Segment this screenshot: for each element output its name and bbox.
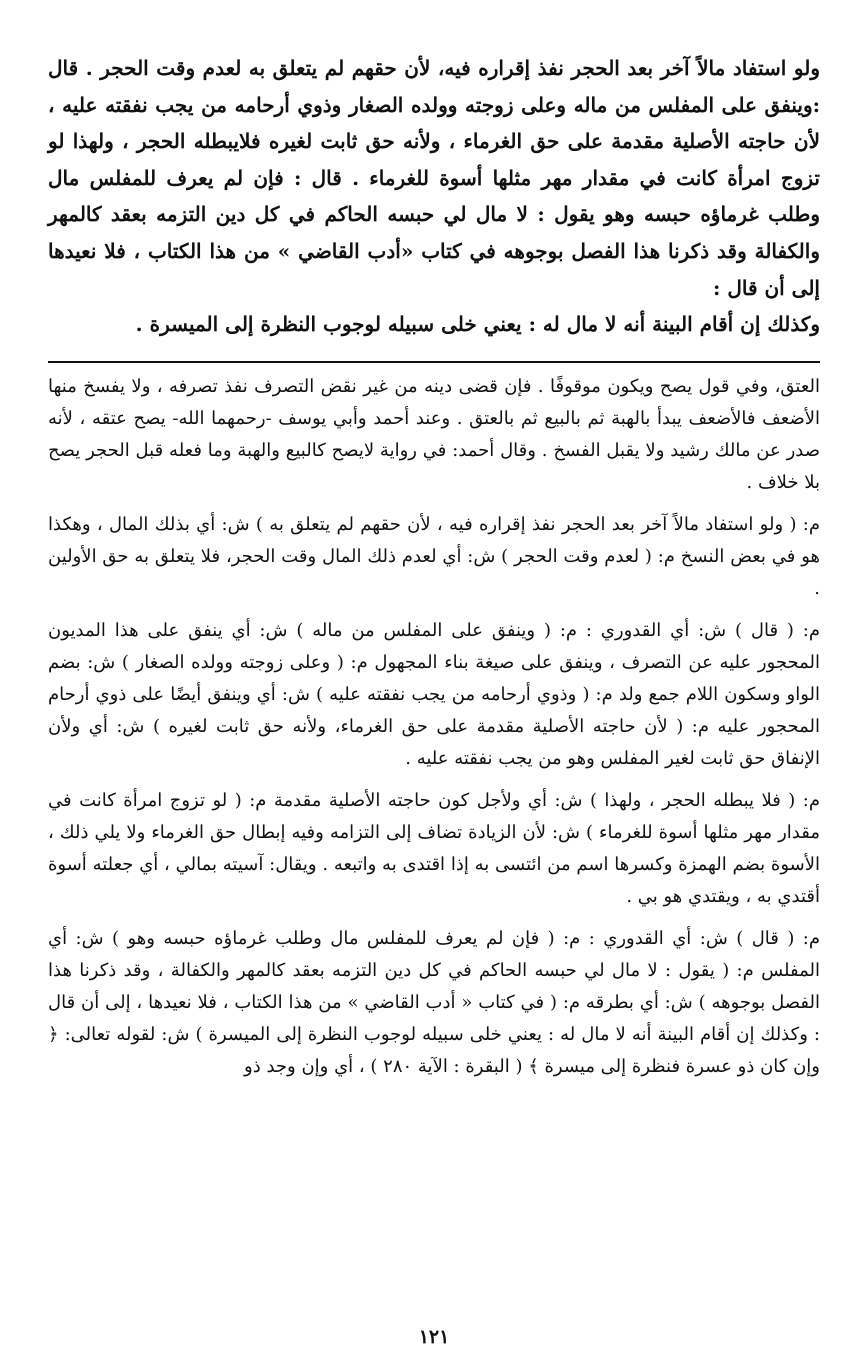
commentary-paragraph: م: ( قال ) ش: أي القدوري : م: ( فإن لم يعرف للمفلس مال وطلب غرماؤه حبسه وهو ) ش: أي المفلس م: ( يقول : لا مال لي حبسه الحاكم في كل دين التزمه بعقد كالمهر والكفالة ، وقد ذكرنا هذا الفصل بوجوهه ) ش: أي بطرقه م: ( في كتاب « أدب القاضي » من هذا الكتاب ، فلا نعيدها ، إلى أن قال : وكذلك إن أقام البينة أنه لا مال له : يعني خلى سبيله لوجوب النظرة إلى الميسرة ) ش: لقوله تعالى: ﴿ وإن كان ذو عسرة فنظرة إلى ميسرة ﴾ ( البقرة : الآية ٢٨٠ ) ، أي وإن وجد ذو (48, 927, 820, 1077)
commentary-paragraph: م: ( ولو استفاد مالاً آخر بعد الحجر نفذ إقراره فيه ، لأن حقهم لم يتعلق به ) ش: أي بذلك المال ، وهكذا هو في بعض النسخ م: ( لعدم وقت الحجر ) ش: أي لعدم ذلك المال وقت الحجر، فلا يتعلق به حق الأولين . (48, 513, 820, 599)
commentary-paragraph: م: ( فلا يبطله الحجر ، ولهذا ) ش: أي ولأجل كون حاجته الأصلية مقدمة م: ( لو تزوج امرأة كانت في مقدار مهر مثلها أسوة للغرماء ) ش: لأن الزيادة تضاف إلى التزامه وفيه إبطال حق الغرماء ولا يلي ذلك ، الأسوة بضم الهمزة وكسرها اسم من ائتسى به إذا اقتدى به واتبعه . ويقال: آسيته بمالي ، أي جعلته أسوة أقتدي به ، ويقتدي هو بي . (48, 789, 820, 907)
main-text (48, 50, 820, 343)
book-page (48, 50, 820, 1348)
commentary-paragraph: م: ( قال ) ش: أي القدوري : م: ( وينفق على المفلس من ماله ) ش: أي ينفق على هذا المديون المحجور عليه عن التصرف ، وينفق على صيغة بناء المجهول م: ( وعلى زوجته وولده الصغار ) ش: بضم الواو وسكون اللام جمع ولد م: ( وذوي أرحامه من يجب نفقته عليه ) ش: أي وينفق أيضًا على ذوي أرحام المحجور عليه م: ( لأن حاجته الأصلية مقدمة على حق الغرماء، ولأنه حق ثابت لغيره ) ش: أي ولأن الإنفاق حق ثابت لغير المفلس وهو من يجب نفقته عليه . (48, 619, 820, 769)
divider-line (48, 361, 820, 363)
commentary-paragraph: العتق، وفي قول يصح ويكون موقوفًا . فإن قضى دينه من غير نقض التصرف نفذ تصرفه ، ولا يفسخ منها الأضعف فالأضعف يبدأ بالهبة ثم بالبيع ثم بالعتق . وعند أحمد وأبي يوسف -رحمهما الله- يصح عتقه ، لأنه صدر عن مالك رشيد ولا يقبل الفسخ . وقال أحمد: في رواية لايصح كالبيع والهبة وما فعله قبل الحجر يصح بلا خلاف . (48, 375, 820, 493)
commentary (48, 371, 820, 1083)
main-text-paragraph: ولو استفاد مالاً آخر بعد الحجر نفذ إقراره فيه، لأن حقهم لم يتعلق به لعدم وقت الحجر . قال :وينفق على المفلس من ماله وعلى زوجته وولده الصغار وذوي أرحامه من يجب نفقته عليه ، لأن حاجته الأصلية مقدمة على حق الغرماء ، ولأنه حق ثابت لغيره فلايبطله الحجر ، ولهذا لو تزوج امرأة كانت في مقدار مهر مثلها أسوة للغرماء . قال : فإن لم يعرف للمفلس مال وطلب غرماؤه حبسه وهو يقول : لا مال لي حبسه الحاكم في كل دين التزمه بعقد كالمهر والكفالة وقد ذكرنا هذا الفصل بوجوهه في كتاب «أدب القاضي » من هذا الكتاب ، فلا نعيدها إلى أن قال : (48, 56, 820, 300)
main-text-paragraph: وكذلك إن أقام البينة أنه لا مال له : يعني خلى سبيله لوجوب النظرة إلى الميسرة . (135, 312, 820, 337)
page-number: ١٢١ (418, 1326, 450, 1348)
